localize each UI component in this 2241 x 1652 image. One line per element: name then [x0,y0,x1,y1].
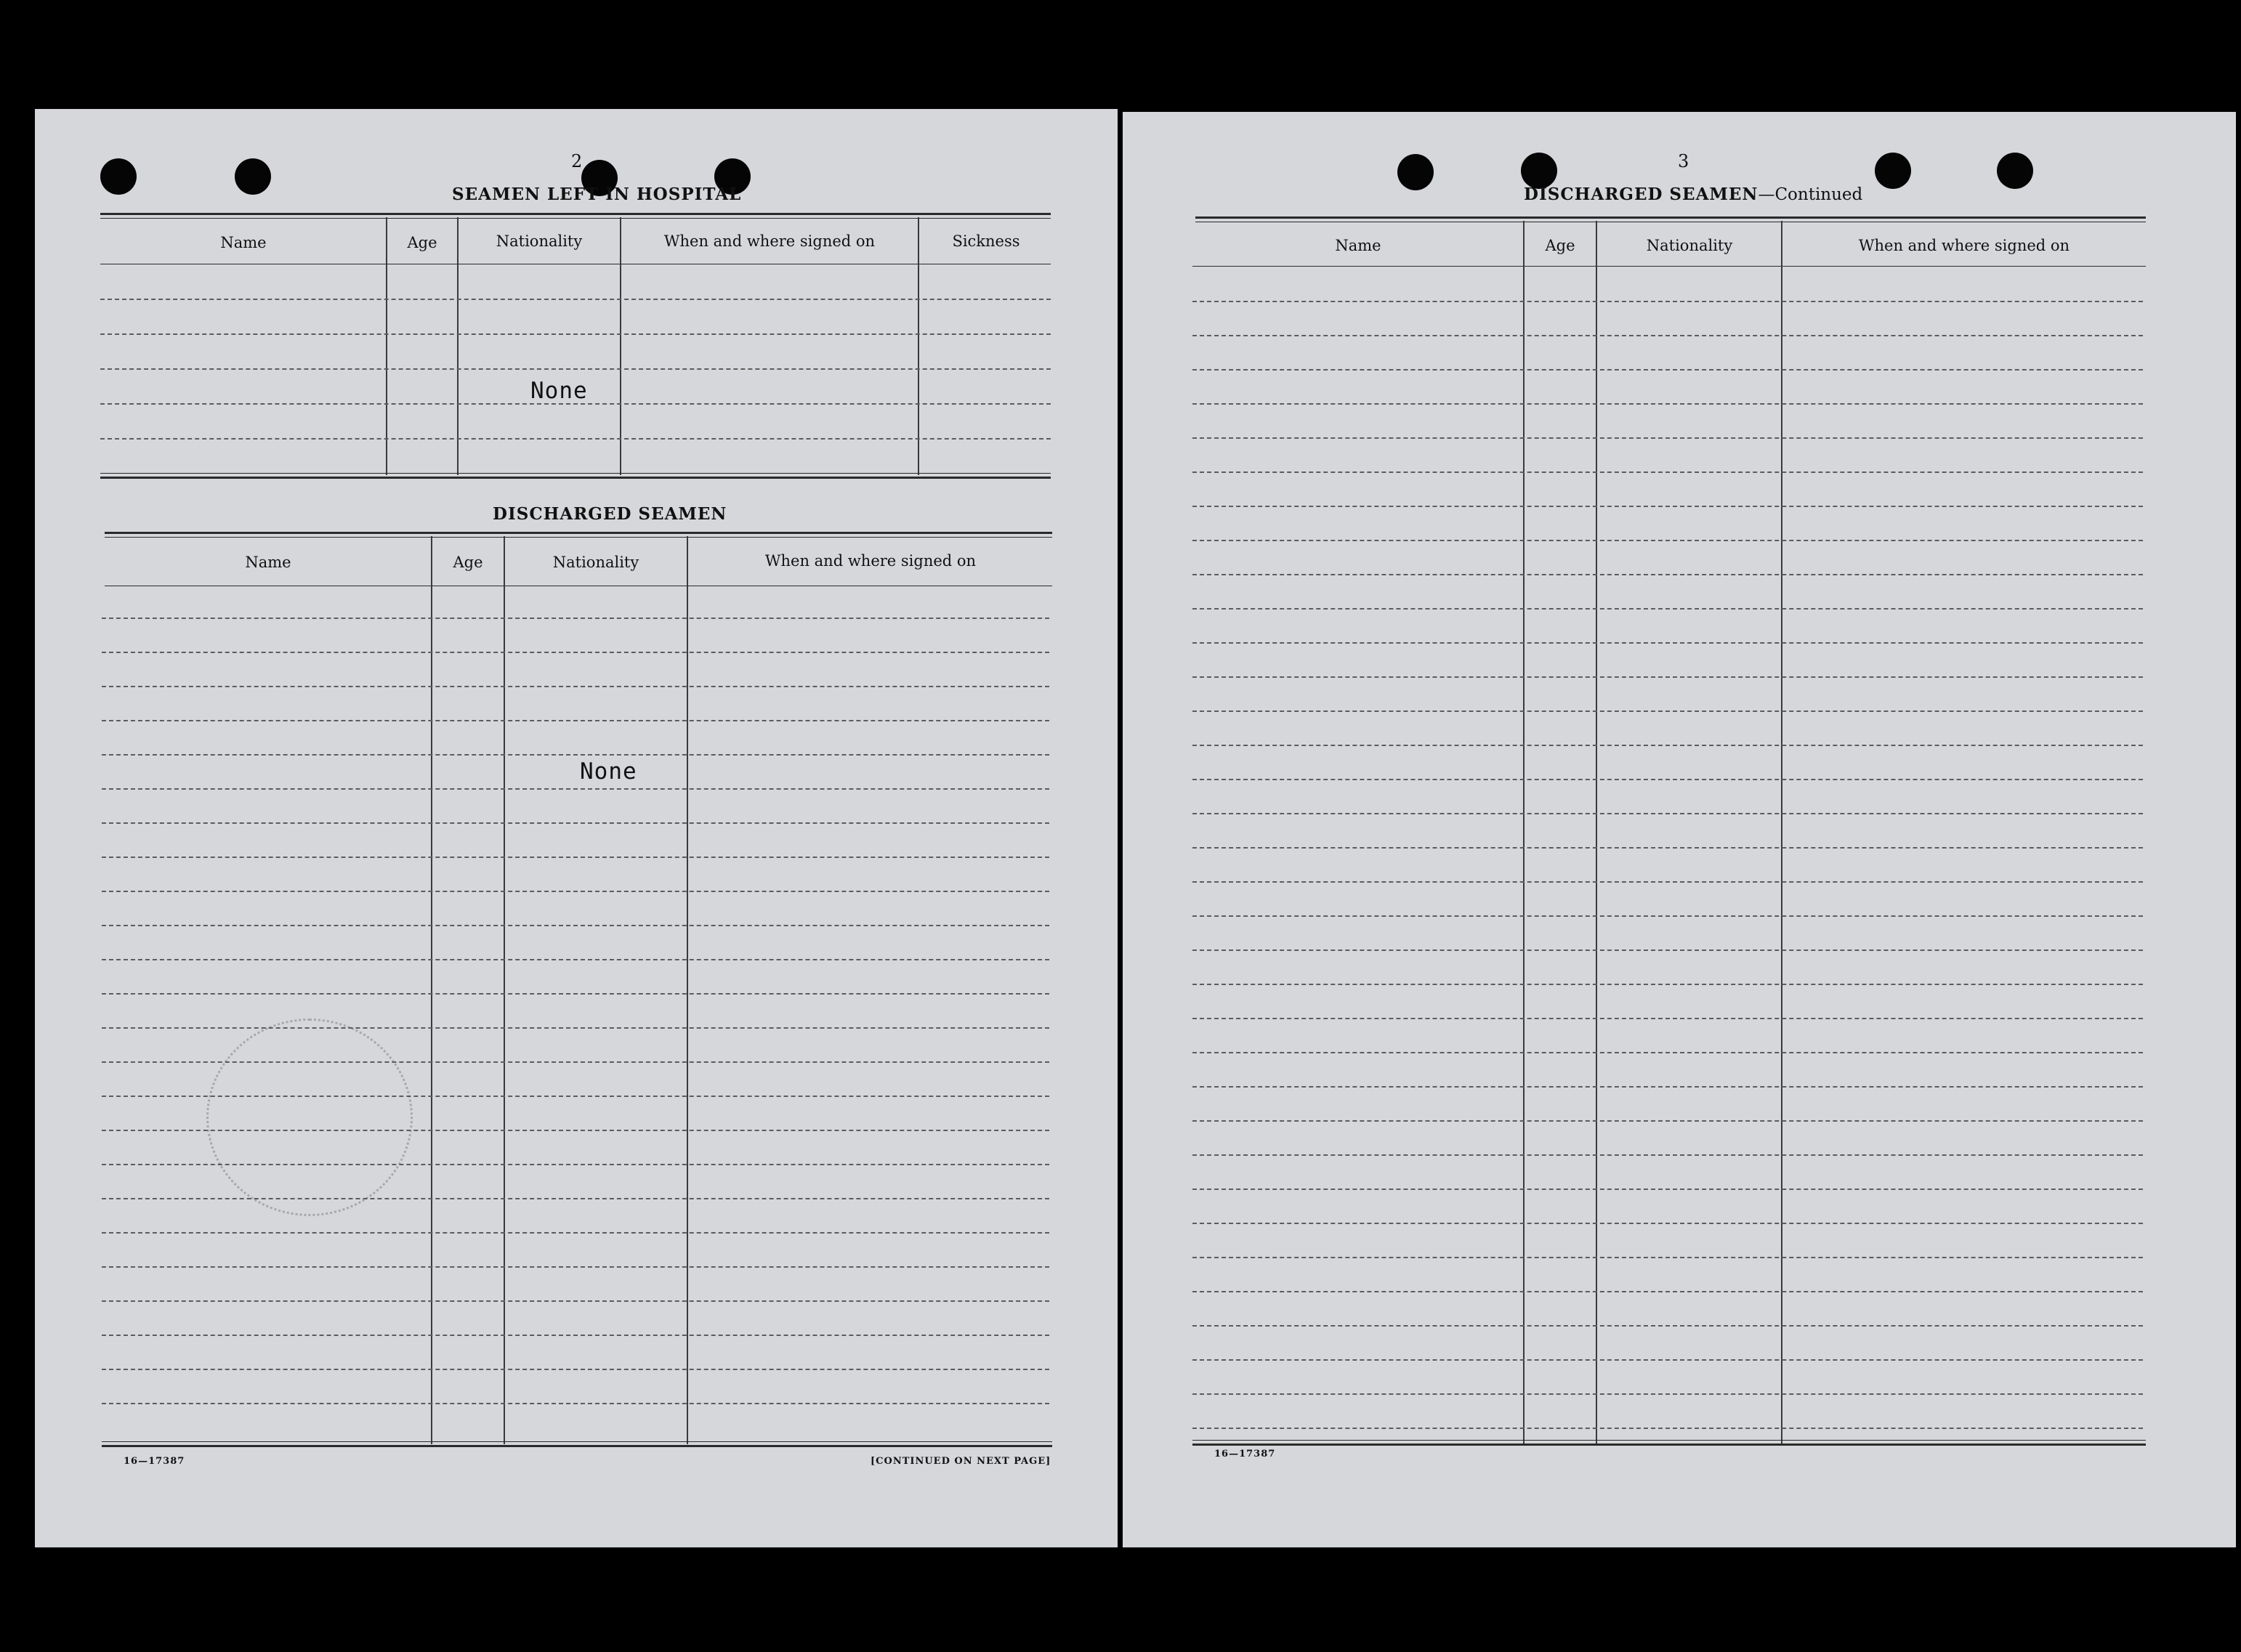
column-header-nationality: Nationality [1646,237,1733,254]
entry-line [1192,1223,2143,1224]
entry-line [1192,710,2143,712]
typed-entry-none: None [580,758,637,785]
entry-line [102,891,1049,892]
entry-line [100,299,1051,300]
entry-line [102,1300,1049,1302]
section-title-suffix: —Continued [1758,185,1863,204]
entry-line [1192,335,2143,336]
entry-line [1192,1257,2143,1258]
entry-line [1192,915,2143,917]
entry-line [102,822,1049,824]
entry-line [1192,1393,2143,1395]
entry-line [102,1335,1049,1336]
table-bottom-rule [1192,1440,2146,1441]
table-bottom-rule [102,1445,1052,1447]
right-page [1123,112,2236,1547]
entry-line [1192,540,2143,541]
column-divider [504,536,505,1444]
header-rule [1192,266,2146,267]
entry-line [1192,745,2143,746]
table-top-rule [1195,216,2146,219]
column-header-name: Name [1335,237,1381,254]
entry-line [102,1403,1049,1404]
hospital-section-title: SEAMEN LEFT IN HOSPITAL [452,185,742,204]
entry-line [1192,1154,2143,1156]
column-divider [457,217,459,475]
table-bottom-rule [1192,1444,2146,1446]
column-divider [386,217,387,475]
entry-line [102,1198,1049,1199]
section-title-main: DISCHARGED SEAMEN [1524,185,1759,204]
form-number: 16—17387 [124,1456,185,1467]
hospital-table [100,213,1089,489]
table-top-rule [105,532,1052,534]
column-header-name: Name [220,234,267,251]
entry-line [1192,574,2143,575]
column-header-signed-on: When and where signed on [764,552,977,570]
entry-line [102,993,1049,995]
table-top-rule [100,218,1051,219]
entry-line [102,652,1049,653]
entry-line [1192,1428,2143,1429]
column-divider [918,217,919,475]
column-header-age: Age [407,234,437,251]
entry-line [1192,642,2143,644]
entry-line [102,618,1049,619]
entry-line [102,686,1049,687]
table-top-rule [100,213,1051,215]
table-bottom-rule [100,473,1051,474]
entry-line [1192,301,2143,302]
entry-line [1192,1189,2143,1190]
entry-line [1192,437,2143,439]
discharged-continued-table [1195,216,2155,1553]
entry-line [1192,813,2143,814]
column-header-signed-on: When and where signed on [1858,237,2070,254]
entry-line [1192,471,2143,473]
column-header-sickness: Sickness [952,232,1020,250]
column-header-age: Age [453,554,483,571]
entry-line [102,1369,1049,1370]
entry-line [1192,676,2143,678]
page-number: 3 [1678,151,1690,171]
entry-line [1192,608,2143,610]
page-number: 2 [571,151,584,171]
entry-line [102,857,1049,858]
column-divider [431,536,432,1444]
entry-line [102,1027,1049,1029]
continued-note: [CONTINUED ON NEXT PAGE] [871,1456,1051,1467]
punch-hole [1397,154,1434,190]
entry-line [1192,1120,2143,1122]
entry-line [1192,1325,2143,1327]
entry-line [1192,950,2143,951]
entry-line [1192,1086,2143,1088]
entry-line [102,788,1049,790]
entry-line [1192,779,2143,780]
entry-line [102,720,1049,721]
punch-hole [1521,153,1557,189]
entry-line [1192,1291,2143,1292]
entry-line [102,959,1049,960]
punch-hole [1997,153,2033,189]
column-divider [687,536,688,1444]
entry-line [1192,369,2143,371]
column-header-nationality: Nationality [496,232,583,250]
entry-line [1192,506,2143,507]
entry-line [1192,403,2143,405]
form-number: 16—17387 [1214,1449,1276,1459]
entry-line [1192,881,2143,883]
left-page [35,109,1118,1547]
entry-line [1192,984,2143,985]
table-bottom-rule [102,1441,1052,1442]
column-header-nationality: Nationality [552,554,639,571]
column-header-age: Age [1545,237,1575,254]
column-header-name: Name [245,554,291,571]
typed-entry-none: None [530,378,588,404]
entry-line [102,1232,1049,1234]
entry-line [1192,1359,2143,1361]
section-title [1524,185,1862,204]
entry-line [1192,847,2143,849]
punch-hole [235,158,271,195]
punch-hole [1875,153,1911,189]
table-top-rule [105,537,1052,538]
entry-line [100,438,1051,440]
entry-line [102,925,1049,926]
discharged-section-title: DISCHARGED SEAMEN [493,504,727,524]
entry-line [1192,1018,2143,1019]
entry-line [1192,1052,2143,1053]
column-header-signed-on: When and where signed on [663,232,876,250]
entry-line [100,368,1051,370]
entry-line [100,333,1051,335]
table-bottom-rule [100,477,1051,479]
entry-line [102,754,1049,756]
faded-stamp [206,1019,413,1216]
entry-line [102,1266,1049,1268]
punch-hole [100,158,137,195]
column-divider [620,217,621,475]
